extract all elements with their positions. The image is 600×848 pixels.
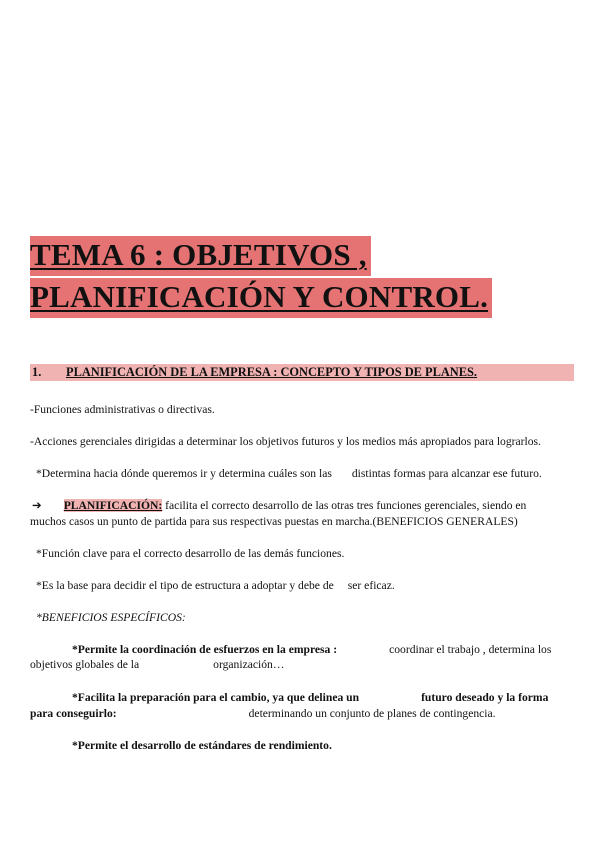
paragraph-9-bold-1: *Facilita la preparación para el cambio, ya que delinea un xyxy=(72,691,360,704)
section-number: 1. xyxy=(32,365,42,379)
paragraph-8-text-1: coordinar el trabajo , determina los xyxy=(389,643,552,656)
paragraph-8-line-2 xyxy=(30,657,284,672)
paragraph-9-line-1 xyxy=(72,690,548,705)
paragraph-8-bold: *Permite la coordinación de esfuerzos en la empresa : xyxy=(72,643,338,656)
paragraph-4-text-1: facilita el correcto desarrollo de las otras tres funciones gerenciales, siendo en xyxy=(162,499,527,512)
paragraph-2: -Acciones gerenciales dirigidas a determinar los objetivos futuros y los medios más apropiados para lograrlos. xyxy=(30,435,541,448)
paragraph-8-text-2: objetivos globales de la xyxy=(30,658,140,671)
paragraph-7-beneficios: *BENEFICIOS ESPECÍFICOS: xyxy=(36,611,186,624)
paragraph-3-part-2: distintas formas para alcanzar ese futuro. xyxy=(351,467,542,480)
paragraph-6-part-1: *Es la base para decidir el tipo de estructura a adoptar y debe de xyxy=(36,579,334,592)
paragraph-9-bold-2: futuro deseado y la forma xyxy=(421,691,549,704)
section-title: PLANIFICACIÓN DE LA EMPRESA : CONCEPTO Y TIPOS DE PLANES. xyxy=(66,365,478,379)
paragraph-9-line-2 xyxy=(30,706,496,721)
arrow-icon: ➔ xyxy=(32,499,42,512)
paragraph-3-part-1: *Determina hacia dónde queremos ir y determina cuáles son las xyxy=(36,467,332,480)
paragraph-6-part-2: ser eficaz. xyxy=(347,579,395,592)
title-line-2: PLANIFICACIÓN Y CONTROL. xyxy=(30,278,492,318)
paragraph-9-text: determinando un conjunto de planes de contingencia. xyxy=(248,707,496,720)
paragraph-4-line-1 xyxy=(32,498,526,513)
paragraph-3 xyxy=(36,466,542,481)
paragraph-8-line-1 xyxy=(72,642,551,657)
section-heading xyxy=(30,364,574,381)
paragraph-8-text-3: organización… xyxy=(213,658,285,671)
paragraph-9-bold-3: para conseguirlo: xyxy=(30,707,117,720)
paragraph-5: *Función clave para el correcto desarrollo de las demás funciones. xyxy=(36,547,345,560)
paragraph-4-line-2: muchos casos un punto de partida para sus respectivas puestas en marcha.(BENEFICIOS GENERALES) xyxy=(30,515,518,528)
planificacion-term: PLANIFICACIÓN: xyxy=(63,499,163,512)
title-line-1: TEMA 6 : OBJETIVOS , xyxy=(30,236,371,276)
paragraph-1: -Funciones administrativas o directivas. xyxy=(30,403,215,416)
paragraph-6 xyxy=(36,578,395,593)
paragraph-10: *Permite el desarrollo de estándares de rendimiento. xyxy=(72,739,332,752)
